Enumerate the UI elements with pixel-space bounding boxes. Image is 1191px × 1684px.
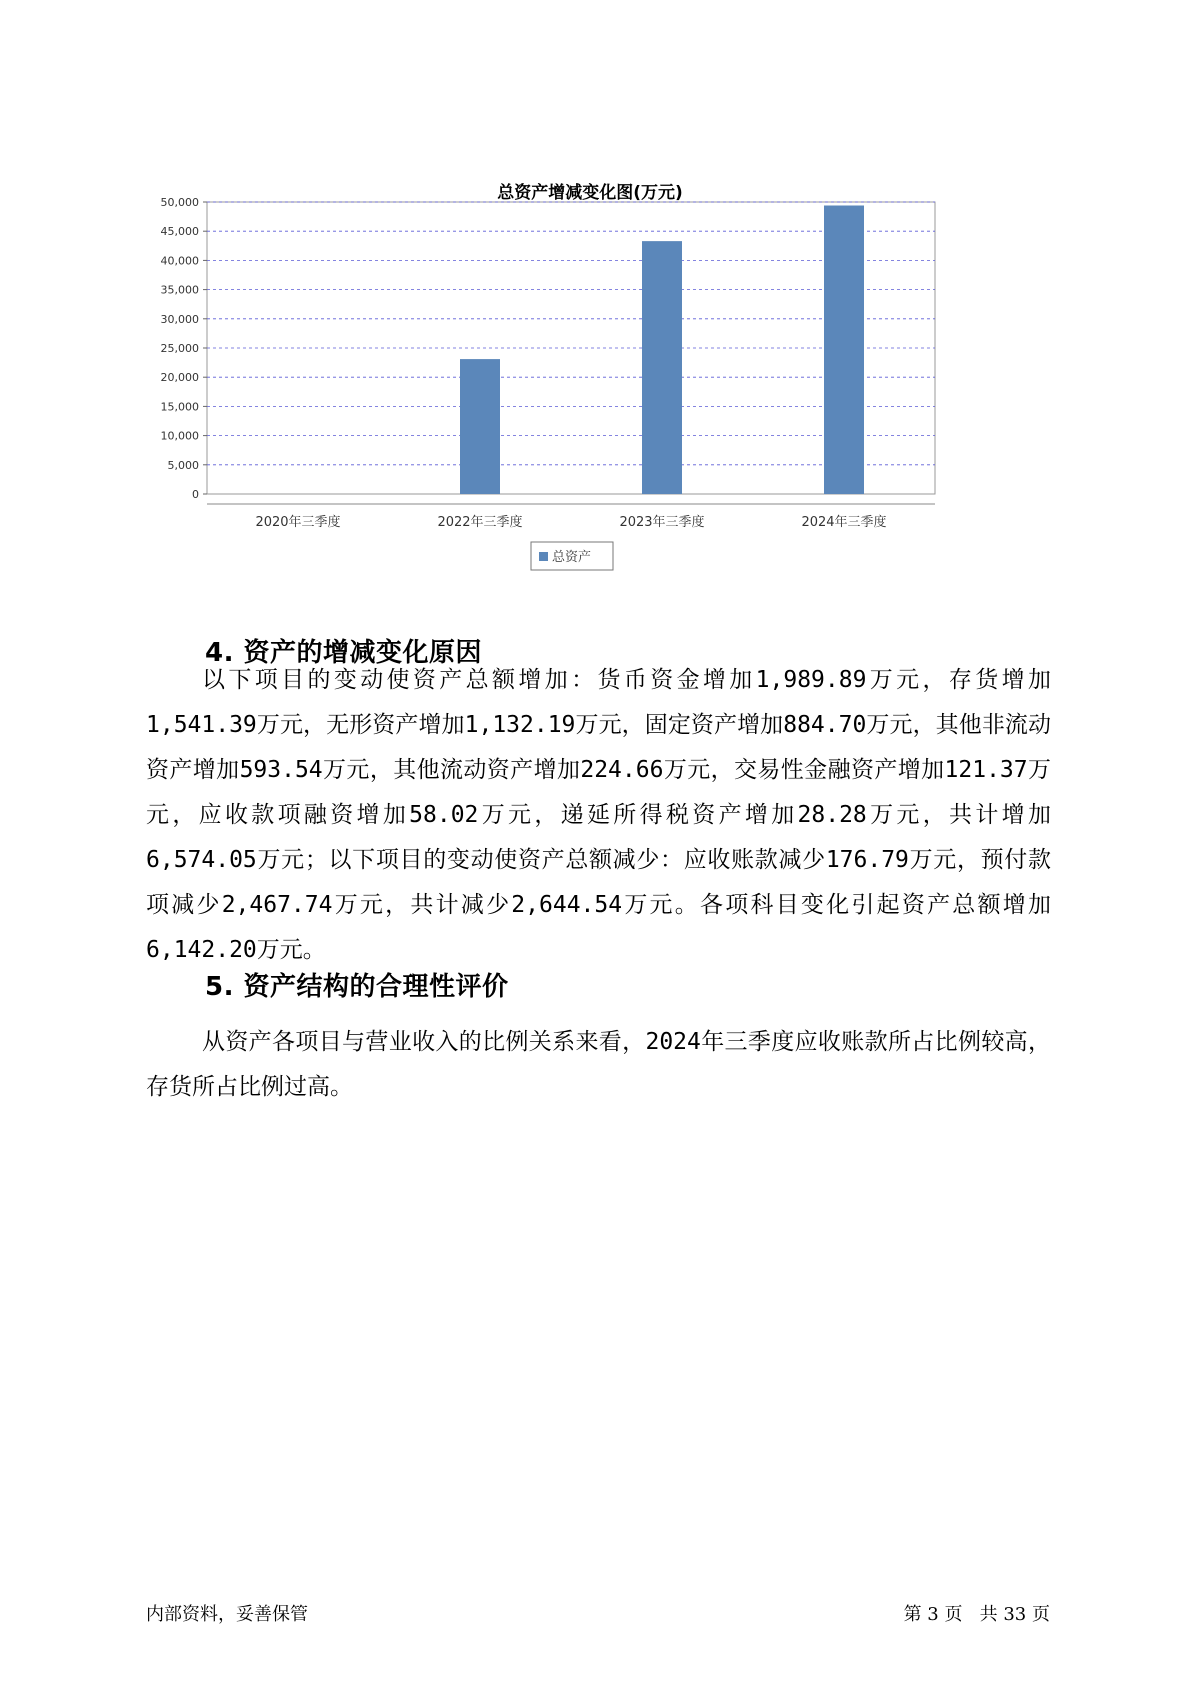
x-tick-label: 2022年三季度 — [437, 515, 523, 530]
section-5-heading: 5. 资产结构的合理性评价 — [205, 972, 509, 1002]
y-tick-label: 30,000 — [160, 312, 199, 326]
y-tick-label: 40,000 — [160, 254, 199, 268]
legend-label: 总资产 — [552, 550, 592, 565]
y-tick-label: 15,000 — [160, 400, 199, 414]
y-tick-label: 0 — [192, 488, 199, 501]
y-tick-label: 35,000 — [160, 283, 199, 297]
bar — [824, 206, 864, 494]
x-tick-label: 2024年三季度 — [801, 515, 887, 530]
section-5-paragraph: 从资产各项目与营业收入的比例关系来看，2024年三季度应收账款所占比例较高，存货所占比例过高。 — [146, 1029, 1051, 1100]
bar — [642, 241, 682, 494]
x-tick-label: 2020年三季度 — [255, 515, 341, 530]
x-tick-label: 2023年三季度 — [619, 515, 705, 530]
bar — [460, 359, 500, 494]
y-tick-label: 45,000 — [160, 225, 199, 239]
chart-title: 总资产增减变化图(万元) — [497, 183, 683, 203]
section-4-paragraph: 以下项目的变动使资产总额增加：货币资金增加1,989.89万元，存货增加1,541.39万元，无形资产增加1,132.19万元，固定资产增加884.70万元，其他非流动资产增加593.54万元，其他流动资产增加224.66万元，交易性金融资产增加121.37万元，应收款项融资增加58.02万元，递延所得税资产增加28.28万元，共计增加6,574.05万元；以下项目的变动使资产总额减少：应收账款减少176.79万元，预付款项减少2,467.74万元，共计减少2,644.54万元。各项科目变化引起资产总额增加6,142.20万元。 — [146, 667, 1051, 963]
section-4-heading: 4. 资产的增减变化原因 — [205, 638, 483, 668]
chart-canvas — [160, 170, 1020, 620]
asset-change-chart — [160, 170, 1020, 620]
y-tick-label: 25,000 — [160, 342, 199, 355]
y-tick-label: 50,000 — [160, 196, 199, 209]
footer-confidential-note: 内部资料，妥善保管 — [146, 1604, 308, 1625]
footer-page-number: 第 3 页 共 33 页 — [903, 1604, 1050, 1625]
y-tick-label: 20,000 — [160, 371, 199, 385]
legend-swatch — [539, 552, 548, 561]
y-tick-label: 10,000 — [160, 429, 199, 443]
y-tick-label: 5,000 — [167, 458, 199, 472]
